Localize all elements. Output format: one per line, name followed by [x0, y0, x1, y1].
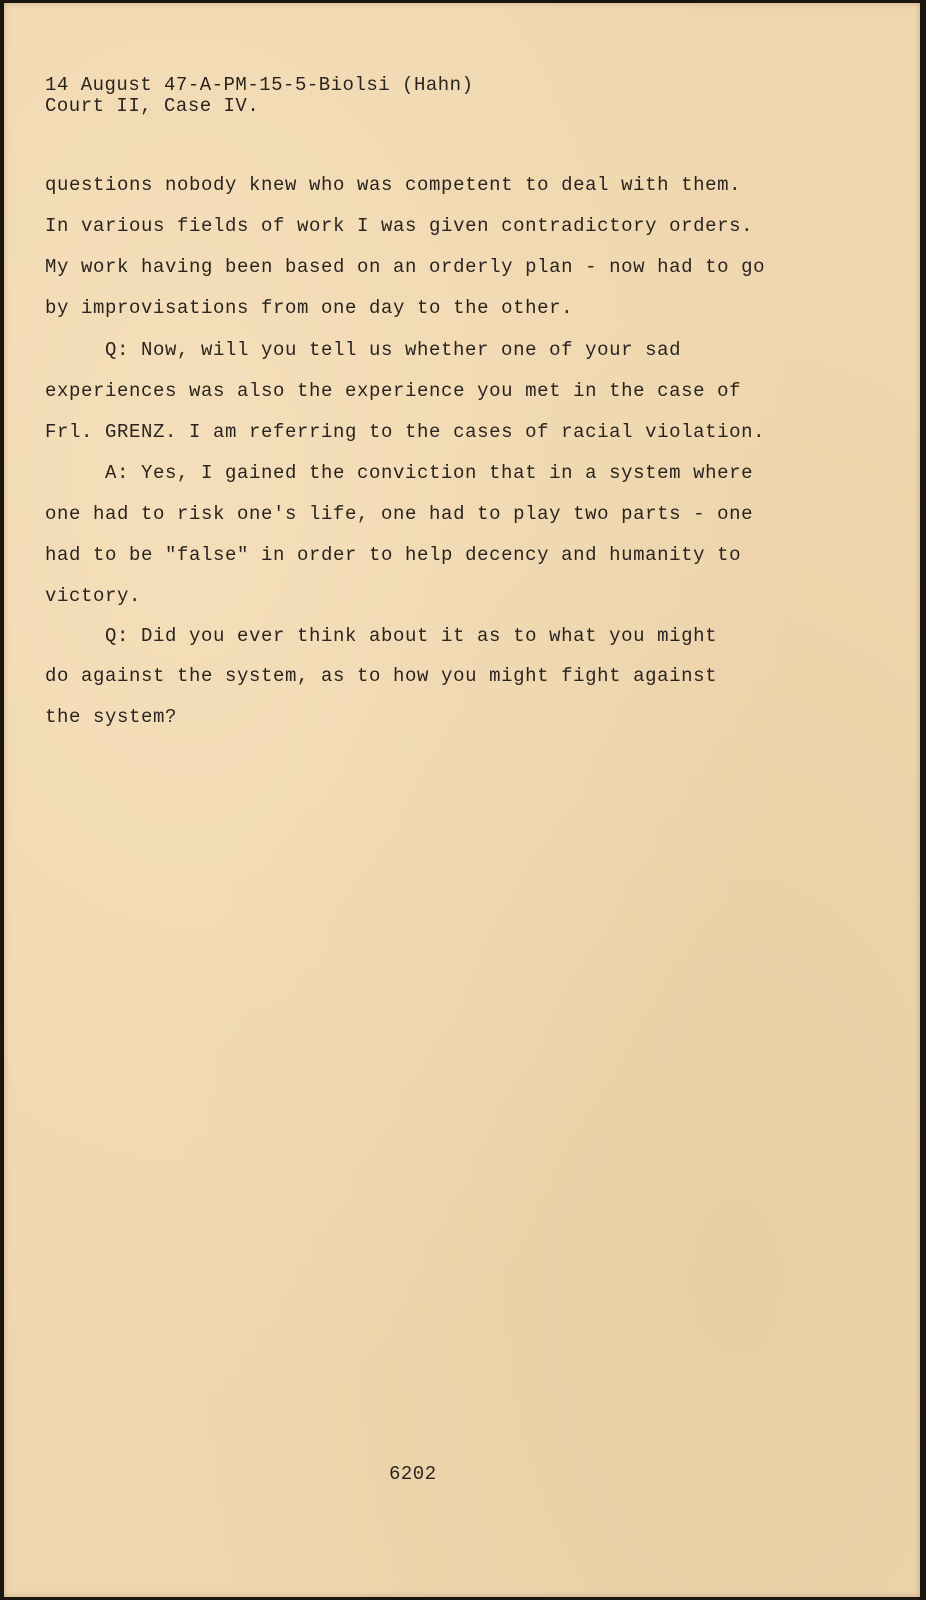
header-session-line: 14 August 47-A-PM-15-5-Biolsi (Hahn) — [45, 74, 474, 96]
body-line: one had to risk one's life, one had to play two parts - one — [45, 503, 754, 525]
body-line: experiences was also the experience you met in the case of — [45, 380, 742, 402]
body-line: had to be "false" in order to help decency and humanity to — [45, 544, 742, 566]
body-line: by improvisations from one day to the other. — [45, 297, 574, 319]
document-page — [4, 3, 920, 1597]
body-line: My work having been based on an orderly plan - now had to go — [45, 256, 766, 278]
document-header — [45, 75, 473, 117]
page-number: 6202 — [389, 1463, 437, 1485]
body-line: the system? — [45, 706, 178, 728]
body-line: do against the system, as to how you might fight against — [45, 665, 718, 687]
header-court-line: Court II, Case IV. — [45, 95, 260, 117]
body-line: Frl. GRENZ. I am referring to the cases of racial violation. — [45, 421, 766, 443]
answer-line: A: Yes, I gained the conviction that in a system where — [105, 462, 754, 484]
body-line: victory. — [45, 585, 142, 607]
body-line: In various fields of work I was given contradictory orders. — [45, 215, 754, 237]
question-line: Q: Now, will you tell us whether one of your sad — [105, 339, 682, 361]
question-line: Q: Did you ever think about it as to what you might — [105, 625, 718, 647]
body-line: questions nobody knew who was competent to deal with them. — [45, 174, 742, 196]
